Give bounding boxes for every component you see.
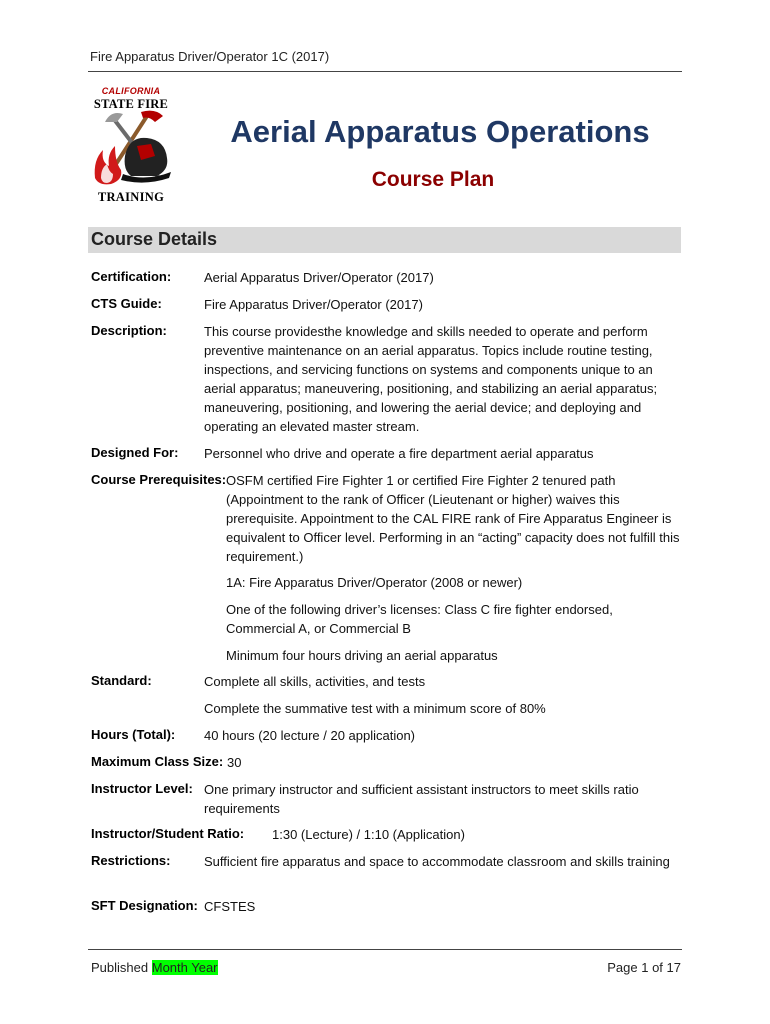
prerequisites-label: Course Prerequisites: (91, 472, 227, 487)
logo-text-california: CALIFORNIA (101, 86, 161, 96)
description-label: Description: (91, 323, 167, 338)
logo-text-training: TRAINING (97, 190, 165, 204)
instructor-level-label: Instructor Level: (91, 781, 193, 796)
restrictions-label: Restrictions: (91, 853, 171, 868)
cts-guide-value: Fire Apparatus Driver/Operator (2017) (204, 297, 423, 312)
hours-label: Hours (Total): (91, 727, 176, 742)
ratio-value: 1:30 (Lecture) / 1:10 (Application) (272, 827, 465, 842)
published-label: Published (91, 960, 149, 975)
page-subtitle: Course Plan (371, 168, 495, 191)
certification-label: Certification: (91, 269, 172, 284)
prerequisite-item: OSFM certified Fire Fighter 1 or certified Fire Fighter 2 tenured path (Appointment to the rank of Officer (Lieutenant or higher) waives this prerequisite. Appointment to the CAL FIRE rank of Fire Apparatus Engineer is equivalent to Officer level. Performing in an “acting” capacity does not fulfill this requirement.) (226, 473, 680, 564)
description-value: This course providesthe knowledge and skills needed to operate and perform preventive maintenance on an aerial apparatus. Topics include routine testing, inspections, and servicing functions on systems and components unique to an aerial apparatus; maneuvering, positioning, and stabilizing an aerial apparatus; maneuvering, positioning, and lowering the aerial device; and deploying and operating an elevated master stream. (204, 324, 658, 434)
header-rule (88, 71, 682, 72)
restrictions-value: Sufficient fire apparatus and space to accommodate classroom and skills training (204, 854, 670, 869)
max-class-size-value: 30 (227, 755, 242, 770)
prerequisite-item: Minimum four hours driving an aerial apparatus (226, 648, 498, 663)
section-title: Course Details (91, 229, 218, 249)
page-title: Aerial Apparatus Operations (230, 114, 650, 149)
ratio-label: Instructor/Student Ratio: (91, 826, 245, 841)
published-date-highlight: Month Year (151, 960, 218, 975)
standard-item: Complete the summative test with a minimum score of 80% (204, 701, 546, 716)
max-class-size-label: Maximum Class Size: (91, 754, 224, 769)
prerequisite-item: One of the following driver’s licenses: Class C fire fighter endorsed, Commercial A, or Commercial B (226, 602, 613, 636)
certification-value: Aerial Apparatus Driver/Operator (2017) (204, 270, 434, 285)
logo-text-state-fire: STATE FIRE (93, 97, 169, 111)
section-header-bar (88, 227, 681, 253)
designed-for-value: Personnel who drive and operate a fire department aerial apparatus (204, 446, 594, 461)
footer-rule (88, 949, 682, 950)
prerequisite-item: 1A: Fire Apparatus Driver/Operator (2008 or newer) (226, 575, 523, 590)
hours-value: 40 hours (20 lecture / 20 application) (204, 728, 416, 743)
page-number: Page 1 of 17 (607, 960, 681, 975)
instructor-level-value: One primary instructor and sufficient assistant instructors to meet skills ratio requirements (204, 782, 639, 816)
designed-for-label: Designed For: (91, 445, 179, 460)
running-header: Fire Apparatus Driver/Operator 1C (2017) (90, 49, 330, 64)
standard-label: Standard: (91, 673, 152, 688)
published-line (91, 960, 218, 975)
cts-guide-label: CTS Guide: (91, 296, 162, 311)
sft-designation-label: SFT Designation: (91, 898, 198, 913)
state-fire-training-logo (85, 86, 177, 206)
sft-designation-value: CFSTES (204, 899, 256, 914)
standard-item: Complete all skills, activities, and tests (204, 674, 426, 689)
